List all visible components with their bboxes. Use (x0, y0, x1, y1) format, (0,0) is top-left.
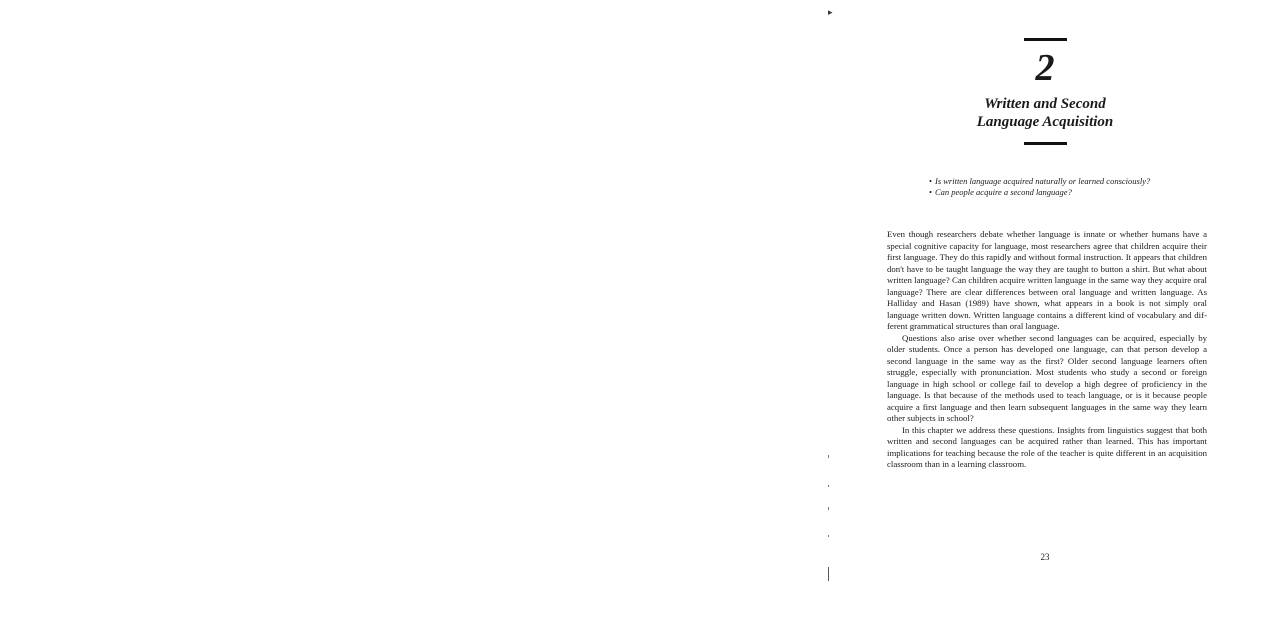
chapter-questions (929, 176, 1209, 198)
question-text: Can people acquire a second language? (934, 187, 1072, 197)
question-item (929, 176, 1209, 187)
gutter-scan-specks (827, 455, 831, 595)
question-item (929, 187, 1209, 198)
paragraph: Questions also arise over whether second languages can be acquired, especially by older students. Once a person has developed one language, can that person develop a second language in the same way as the first? Older second language learners often struggle, especially with pronunciation. Most students who study a second or foreign language in high school or college fail to develop a high degree of proficiency in the language. Is that because of the methods used to teach language, or is it because people acquire a first language and then learn subsequent languages in the same way they learn other subjects in school? (887, 332, 1207, 423)
chapter-number: 2 (1035, 47, 1055, 89)
chapter-title-line-2: Language Acquisition (976, 114, 1114, 130)
chapter-title (880, 95, 1210, 131)
chapter-title-line-1: Written and Second (984, 96, 1106, 112)
chapter-rule-bottom (1024, 142, 1067, 145)
body-text (887, 229, 1207, 471)
paragraph: Even though researchers debate whether language is innate or whether humans have a special cognitive capacity for language, most researchers agree that children acquire their first language. They do this rapidly and without formal instruction. It appears that children don't have to be taught language the way they are taught to button a shirt. But what about written language? Can children acquire written language in the same way they acquire oral language? There are clear differences between oral language and written language. As Halliday and Hasan (1989) have shown, what appears in a book is not simply oral language written down. Written language contains a different kind of vocabulary and different grammatical structures than oral language. (887, 229, 1207, 331)
chapter-rule-top (1024, 38, 1067, 41)
scan-artifact-mark: ▸ (828, 7, 833, 17)
bullet-icon: • (929, 187, 932, 197)
bullet-icon: • (929, 176, 932, 186)
page-number: 23 (1040, 552, 1050, 562)
paragraph: In this chapter we address these questions. Insights from linguistics suggest that both written and second languages can be acquired rather than learned. This has important implications for teaching because the role of the teacher is quite different in an acquisition classroom than in a learning classroom. (887, 424, 1207, 469)
right-page (880, 0, 1210, 640)
question-text: Is written language acquired naturally or learned consciously? (934, 176, 1151, 186)
